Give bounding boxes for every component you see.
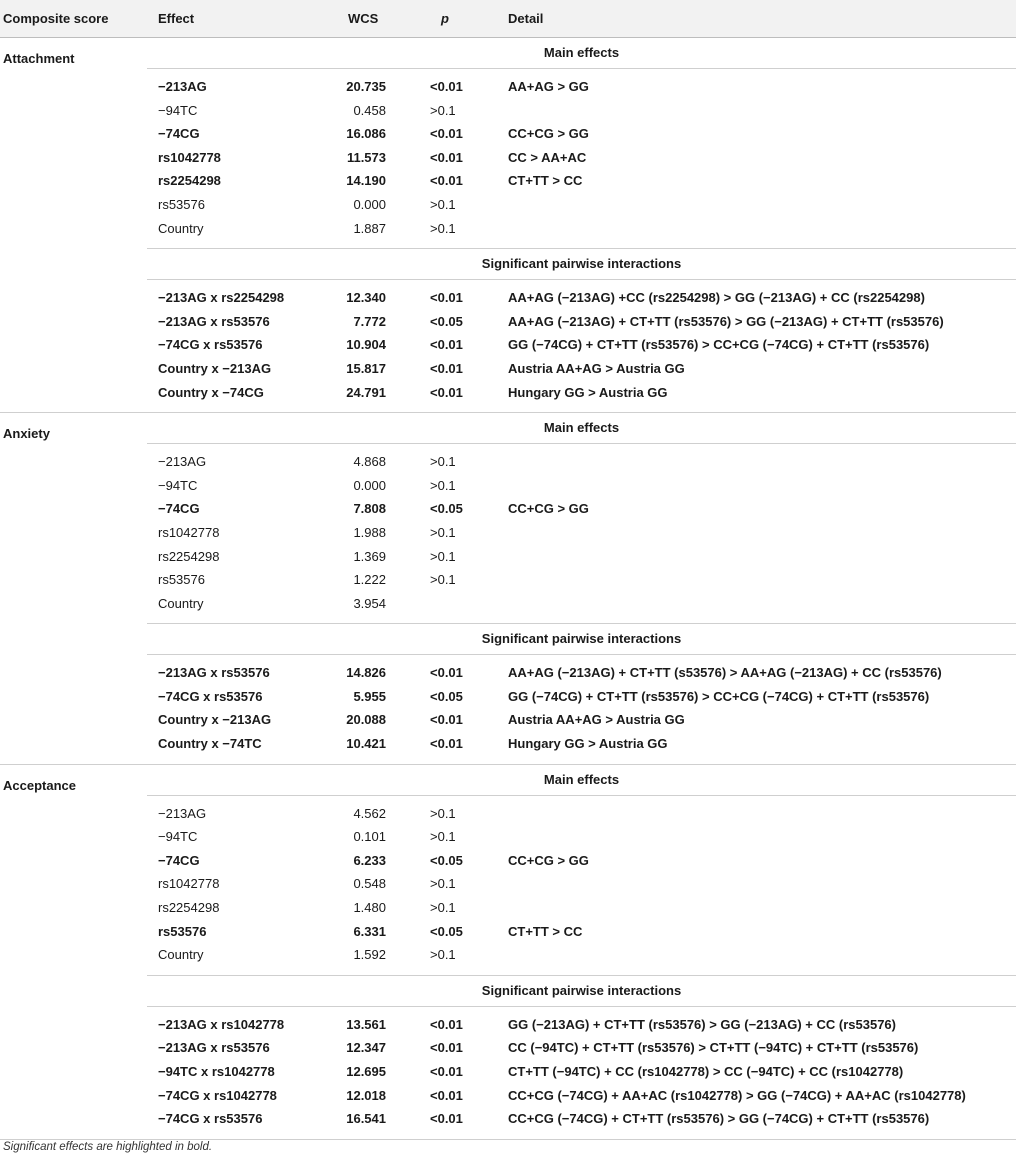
p-cell: >0.1: [430, 548, 456, 564]
effect-cell: rs1042778: [158, 524, 220, 540]
table-row: [0, 1060, 1016, 1084]
p-cell: >0.1: [430, 900, 456, 916]
wcs-cell: 12.695: [346, 1064, 386, 1079]
section-attachment: [0, 38, 1016, 413]
effect-cell: rs1042778: [158, 149, 221, 165]
effect-cell: rs53576: [158, 196, 205, 212]
effect-cell: Country: [158, 595, 204, 611]
wcs-cell: 14.190: [346, 173, 386, 189]
table-row: [0, 1084, 1016, 1108]
wcs-cell: 10.904: [346, 337, 386, 353]
table-row: [0, 521, 1016, 545]
effect-cell: −213AG x rs2254298: [158, 290, 285, 306]
wcs-cell: 1.369: [353, 548, 386, 564]
spacer: [0, 404, 1016, 412]
table-row: [0, 568, 1016, 592]
effect-cell: −94TC: [158, 829, 198, 845]
effect-cell: −74CG x rs53576: [158, 337, 263, 353]
wcs-cell: 4.562: [353, 805, 386, 821]
wcs-cell: 1.480: [353, 900, 386, 916]
spacer: [0, 1131, 1016, 1139]
wcs-cell: 12.018: [346, 1087, 386, 1103]
detail-cell: CC+CG (−74CG) + AA+AC (rs1042778) > GG (−74CG) + AA+AC (rs1042778): [508, 1087, 966, 1103]
wcs-cell: 1.988: [353, 524, 386, 540]
section-anxiety: [0, 413, 1016, 765]
table-row: [0, 825, 1016, 849]
spacer: [0, 615, 1016, 623]
table-row: [0, 920, 1016, 944]
detail-cell: CC+CG > GG: [508, 501, 589, 517]
table-row: [0, 592, 1016, 616]
interactions-title: Significant pairwise interactions: [147, 623, 1016, 655]
detail-cell: GG (−213AG) + CT+TT (rs53576) > GG (−213AG) + CC (rs53576): [508, 1016, 896, 1032]
table-row: [0, 732, 1016, 756]
effect-cell: rs2254298: [158, 548, 220, 564]
spacer: [0, 967, 1016, 975]
p-cell: >0.1: [430, 477, 456, 493]
table-row: [0, 99, 1016, 123]
p-cell: <0.01: [430, 1111, 463, 1127]
detail-cell: CC+CG > GG: [508, 126, 589, 142]
wcs-cell: 24.791: [346, 384, 386, 400]
wcs-cell: 15.817: [346, 360, 386, 376]
header-composite-score: Composite score: [3, 11, 109, 26]
main-effects-title: Main effects: [147, 765, 1016, 796]
p-cell: <0.05: [430, 501, 463, 517]
effect-cell: rs2254298: [158, 173, 221, 189]
detail-cell: CT+TT (−94TC) + CC (rs1042778) > CC (−94TC) + CC (rs1042778): [508, 1064, 904, 1079]
effect-cell: Country x −213AG: [158, 360, 272, 376]
interaction-rows: [0, 655, 1016, 763]
section-label: Acceptance: [3, 777, 76, 793]
wcs-cell: 16.541: [346, 1111, 386, 1127]
detail-cell: CC+CG > GG: [508, 852, 589, 868]
table-row: [0, 75, 1016, 99]
table-footnote: Significant effects are highlighted in bold.: [3, 1141, 213, 1153]
wcs-cell: 6.331: [353, 923, 386, 939]
interaction-rows: [0, 1007, 1016, 1139]
p-cell: <0.01: [430, 290, 463, 306]
effect-cell: −213AG x rs53576: [158, 313, 270, 329]
effect-cell: −94TC x rs1042778: [158, 1064, 275, 1079]
header-effect: Effect: [158, 11, 195, 26]
header-wcs: WCS: [348, 11, 379, 26]
p-cell: >0.1: [430, 829, 456, 845]
detail-cell: CC+CG (−74CG) + CT+TT (rs53576) > GG (−74CG) + CT+TT (rs53576): [508, 1111, 930, 1127]
wcs-cell: 0.458: [353, 102, 386, 118]
effect-cell: −74CG: [158, 126, 200, 142]
effect-cell: −74CG: [158, 852, 200, 868]
table-header: [0, 0, 1016, 38]
p-cell: >0.1: [430, 220, 456, 236]
effect-cell: −213AG: [158, 454, 207, 470]
wcs-cell: 11.573: [346, 149, 386, 165]
wcs-cell: 1.887: [353, 220, 386, 236]
effect-cell: −94TC: [158, 477, 198, 493]
effect-cell: −74CG x rs53576: [158, 688, 263, 704]
interaction-rows: [0, 280, 1016, 412]
p-cell: <0.01: [430, 149, 463, 165]
wcs-cell: 13.561: [346, 1016, 386, 1032]
p-cell: <0.01: [430, 384, 463, 400]
detail-cell: Hungary GG > Austria GG: [508, 384, 668, 400]
p-cell: <0.01: [430, 665, 463, 681]
detail-cell: AA+AG (−213AG) +CC (rs2254298) > GG (−213AG) + CC (rs2254298): [508, 290, 925, 306]
wcs-cell: 1.222: [353, 572, 386, 588]
p-cell: <0.01: [430, 1040, 463, 1056]
effect-cell: rs53576: [158, 572, 205, 588]
detail-cell: CT+TT > CC: [508, 923, 583, 939]
interactions-title: Significant pairwise interactions: [147, 975, 1016, 1007]
p-cell: >0.1: [430, 572, 456, 588]
p-cell: <0.01: [430, 337, 463, 353]
effect-cell: −213AG x rs1042778: [158, 1016, 285, 1032]
table-row: [0, 381, 1016, 405]
table-row: [0, 545, 1016, 569]
spacer: [0, 756, 1016, 764]
effect-cell: rs1042778: [158, 876, 220, 892]
p-cell: <0.01: [430, 173, 463, 189]
table-row: [0, 943, 1016, 967]
wcs-cell: 14.826: [346, 665, 386, 681]
p-cell: >0.1: [430, 102, 456, 118]
effect-cell: rs53576: [158, 923, 207, 939]
table-row: [0, 333, 1016, 357]
table-row: [0, 357, 1016, 381]
wcs-cell: 5.955: [353, 688, 386, 704]
p-cell: <0.05: [430, 852, 463, 868]
p-cell: <0.01: [430, 360, 463, 376]
header-p: p: [441, 11, 449, 26]
p-cell: >0.1: [430, 805, 456, 821]
wcs-cell: 0.000: [353, 477, 386, 493]
table-row: [0, 169, 1016, 193]
effect-cell: Country x −74CG: [158, 384, 264, 400]
detail-cell: AA+AG (−213AG) + CT+TT (s53576) > AA+AG (−213AG) + CC (rs53576): [508, 665, 942, 681]
main-effects-rows: [0, 796, 1016, 975]
detail-cell: CC (−94TC) + CT+TT (rs53576) > CT+TT (−94TC) + CT+TT (rs53576): [508, 1040, 919, 1056]
wcs-cell: 10.421: [346, 736, 386, 752]
main-effects-rows: [0, 444, 1016, 623]
table-row: [0, 685, 1016, 709]
p-cell: <0.01: [430, 1064, 463, 1079]
wcs-cell: 20.735: [346, 79, 386, 94]
table-row: [0, 1036, 1016, 1060]
table-row: [0, 849, 1016, 873]
p-cell: <0.01: [430, 712, 463, 728]
detail-cell: Hungary GG > Austria GG: [508, 736, 668, 752]
p-cell: <0.01: [430, 1087, 463, 1103]
table-row: [0, 122, 1016, 146]
section-label: Attachment: [3, 51, 75, 66]
wcs-cell: 20.088: [346, 712, 386, 728]
p-cell: >0.1: [430, 524, 456, 540]
p-cell: <0.05: [430, 313, 463, 329]
table-row: [0, 146, 1016, 170]
table-row: [0, 802, 1016, 826]
table-row: [0, 474, 1016, 498]
table-row: [0, 217, 1016, 241]
detail-cell: CT+TT > CC: [508, 173, 583, 189]
effect-cell: Country x −213AG: [158, 712, 272, 728]
p-cell: >0.1: [430, 196, 456, 212]
interactions-title: Significant pairwise interactions: [147, 248, 1016, 280]
section-acceptance: [0, 765, 1016, 1140]
detail-cell: Austria AA+AG > Austria GG: [508, 712, 685, 728]
wcs-cell: 12.347: [346, 1040, 386, 1056]
p-cell: >0.1: [430, 876, 456, 892]
main-effects-title: Main effects: [147, 413, 1016, 444]
table-row: [0, 497, 1016, 521]
effect-cell: −213AG: [158, 805, 207, 821]
effect-cell: −213AG x rs53576: [158, 1040, 270, 1056]
effect-cell: −213AG: [158, 79, 207, 94]
wcs-cell: 0.548: [353, 876, 386, 892]
effect-cell: rs2254298: [158, 900, 220, 916]
detail-cell: AA+AG > GG: [508, 79, 589, 94]
detail-cell: GG (−74CG) + CT+TT (rs53576) > CC+CG (−74CG) + CT+TT (rs53576): [508, 337, 930, 353]
table-row: [0, 193, 1016, 217]
table-body: [0, 38, 1016, 1140]
effect-cell: −74CG x rs1042778: [158, 1087, 277, 1103]
wcs-cell: 7.808: [353, 501, 386, 517]
effect-cell: −213AG x rs53576: [158, 665, 270, 681]
p-cell: <0.01: [430, 79, 463, 94]
effect-cell: Country x −74TC: [158, 736, 262, 752]
p-cell: <0.01: [430, 1016, 463, 1032]
effect-cell: Country: [158, 947, 204, 963]
table-row: [0, 1107, 1016, 1131]
table-row: [0, 1013, 1016, 1037]
table-row: [0, 310, 1016, 334]
detail-cell: GG (−74CG) + CT+TT (rs53576) > CC+CG (−74CG) + CT+TT (rs53576): [508, 688, 930, 704]
main-effects-title: Main effects: [147, 38, 1016, 69]
detail-cell: AA+AG (−213AG) + CT+TT (rs53576) > GG (−213AG) + CT+TT (rs53576): [508, 313, 944, 329]
section-label: Anxiety: [3, 426, 50, 442]
spacer: [0, 240, 1016, 248]
wcs-cell: 4.868: [353, 454, 386, 470]
main-effects-rows: [0, 69, 1016, 248]
table-row: [0, 661, 1016, 685]
table-row: [0, 896, 1016, 920]
table-row: [0, 286, 1016, 310]
wcs-cell: 12.340: [346, 290, 386, 306]
detail-cell: Austria AA+AG > Austria GG: [508, 360, 685, 376]
p-cell: <0.05: [430, 923, 463, 939]
effect-cell: −74CG: [158, 501, 200, 517]
wcs-cell: 0.101: [353, 829, 386, 845]
p-cell: >0.1: [430, 454, 456, 470]
p-cell: <0.01: [430, 126, 463, 142]
wcs-cell: 3.954: [353, 595, 386, 611]
wcs-cell: 7.772: [353, 313, 386, 329]
wcs-cell: 6.233: [353, 852, 386, 868]
wcs-cell: 16.086: [346, 126, 386, 142]
detail-cell: CC > AA+AC: [508, 149, 587, 165]
effect-cell: Country: [158, 220, 204, 236]
wcs-cell: 1.592: [353, 947, 386, 963]
table-row: [0, 872, 1016, 896]
p-cell: <0.05: [430, 688, 463, 704]
table-row: [0, 450, 1016, 474]
table-row: [0, 708, 1016, 732]
p-cell: >0.1: [430, 947, 456, 963]
header-detail: Detail: [508, 11, 544, 26]
p-cell: <0.01: [430, 736, 463, 752]
wcs-cell: 0.000: [353, 196, 386, 212]
effect-cell: −94TC: [158, 102, 198, 118]
effect-cell: −74CG x rs53576: [158, 1111, 263, 1127]
